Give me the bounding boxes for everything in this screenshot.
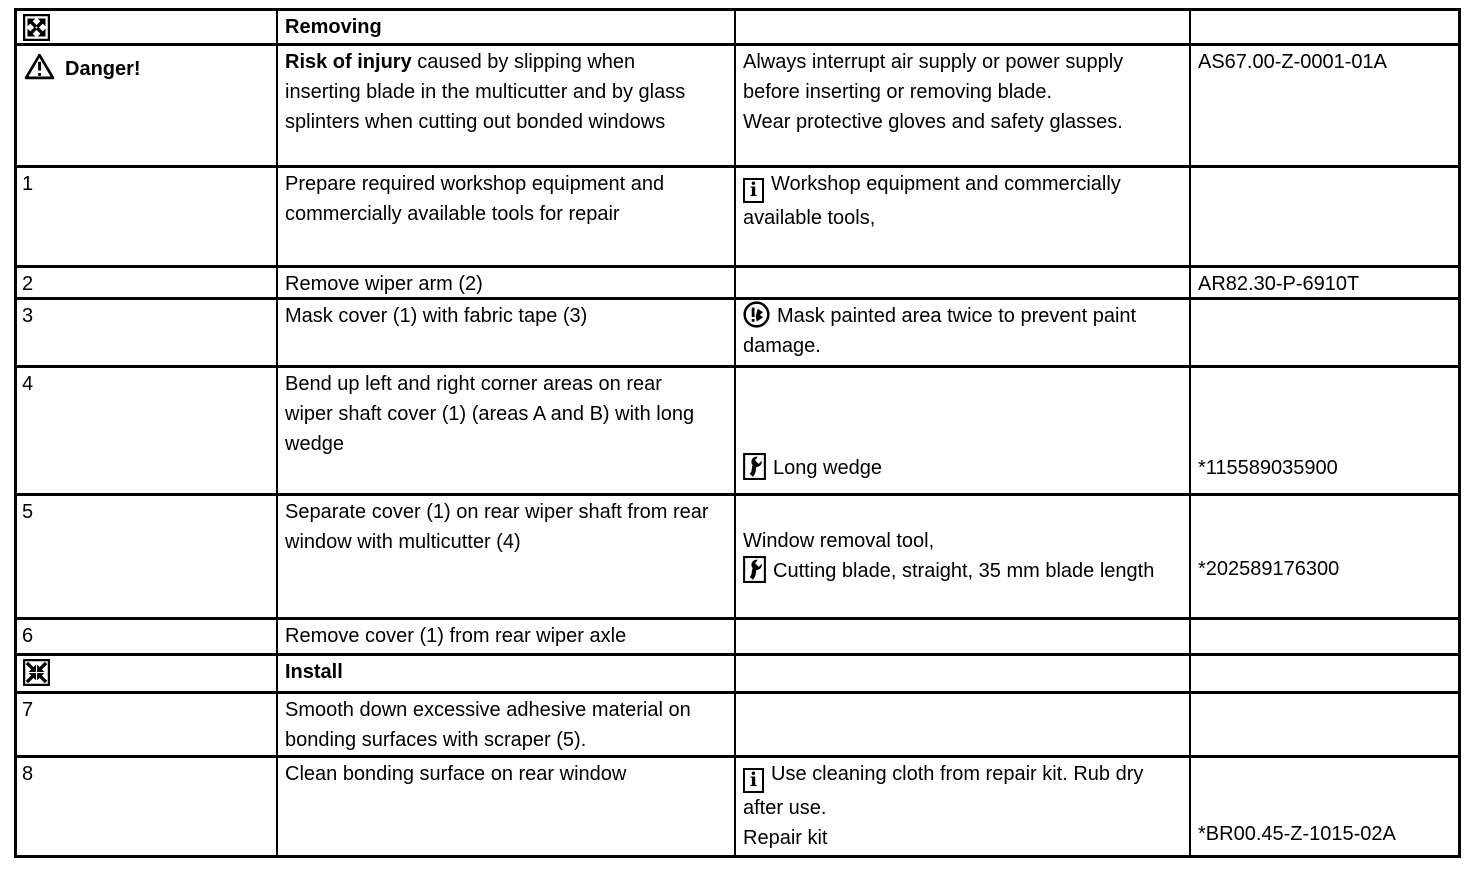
info-icon: i (743, 768, 764, 793)
step-instruction: Prepare required workshop equipment and commercially available tools for repair (278, 168, 736, 268)
step-number: 7 (17, 694, 278, 758)
step-note: Workshop equipment and commercially available tools, (743, 173, 1121, 229)
danger-marker-cell (17, 46, 278, 168)
warning-triangle-icon (24, 53, 55, 80)
step-number: 6 (17, 620, 278, 656)
step-instruction: Clean bonding surface on rear window (278, 758, 736, 855)
step-number: 3 (17, 300, 278, 368)
risk-text: caused by slipping when inserting blade in the multicutter and by glass splinters when cutting out bonded windows (285, 51, 686, 133)
special-tool-icon (743, 453, 766, 480)
empty-cell (736, 11, 1191, 46)
step-note-cell (736, 300, 1191, 368)
step-number: 2 (17, 268, 278, 300)
tool-note: Window removal tool, (743, 530, 935, 552)
reference-cell: AR82.30-P-6910T (1191, 268, 1458, 300)
empty-cell (736, 694, 1191, 758)
tool-name: Long wedge (773, 457, 882, 479)
part-number: *202589176300 (1198, 558, 1340, 580)
section-marker-cell (17, 11, 278, 46)
danger-label: Danger! (65, 58, 141, 80)
info-icon: i (743, 178, 764, 203)
section-title: Removing (278, 11, 736, 46)
special-tool-icon (743, 556, 766, 583)
attention-note-icon (743, 301, 770, 328)
empty-cell (1191, 168, 1458, 268)
procedure-table (14, 8, 1461, 858)
step-number: 8 (17, 758, 278, 855)
danger-note-line1: Always interrupt air supply or power supply before inserting or removing blade. (743, 51, 1124, 103)
empty-cell (1191, 300, 1458, 368)
reference-cell (1191, 758, 1458, 855)
step-number: 5 (17, 496, 278, 620)
step-note: Mask painted area twice to prevent paint damage. (743, 305, 1137, 357)
section-marker-cell (17, 656, 278, 694)
repair-kit-note: Repair kit (743, 826, 828, 849)
step-note-cell (736, 758, 1191, 855)
empty-cell (736, 656, 1191, 694)
reference-cell: AS67.00-Z-0001-01A (1191, 46, 1458, 168)
danger-note-cell (736, 46, 1191, 168)
step-tool-cell (736, 496, 1191, 620)
step-instruction: Remove cover (1) from rear wiper axle (278, 620, 736, 656)
empty-cell (736, 620, 1191, 656)
step-note: Use cleaning cloth from repair kit. Rub dry after use. (743, 763, 1144, 819)
collapse-arrows-icon (23, 659, 50, 686)
empty-cell (736, 268, 1191, 300)
step-instruction: Separate cover (1) on rear wiper shaft from rear window with multicutter (4) (278, 496, 736, 620)
step-instruction: Bend up left and right corner areas on rear wiper shaft cover (1) (areas A and B) with long wedge (278, 368, 736, 496)
step-number: 4 (17, 368, 278, 496)
danger-text-cell (278, 46, 736, 168)
empty-cell (1191, 620, 1458, 656)
part-number: *115589035900 (1198, 457, 1338, 479)
risk-bold-text: Risk of injury (285, 51, 412, 73)
empty-cell (1191, 11, 1458, 46)
step-tool-cell (736, 368, 1191, 496)
expand-arrows-icon (23, 14, 50, 41)
empty-cell (1191, 694, 1458, 758)
step-number: 1 (17, 168, 278, 268)
danger-note-line2: Wear protective gloves and safety glasses. (743, 111, 1123, 133)
step-instruction: Smooth down excessive adhesive material on bonding surfaces with scraper (5). (278, 694, 736, 758)
empty-cell (1191, 656, 1458, 694)
part-number: *BR00.45-Z-1015-02A (1198, 823, 1396, 845)
step-note-cell (736, 168, 1191, 268)
reference-cell (1191, 496, 1458, 620)
section-title: Install (278, 656, 736, 694)
step-instruction: Mask cover (1) with fabric tape (3) (278, 300, 736, 368)
reference-cell (1191, 368, 1458, 496)
step-instruction: Remove wiper arm (2) (278, 268, 736, 300)
tool-name: Cutting blade, straight, 35 mm blade length (773, 560, 1155, 582)
